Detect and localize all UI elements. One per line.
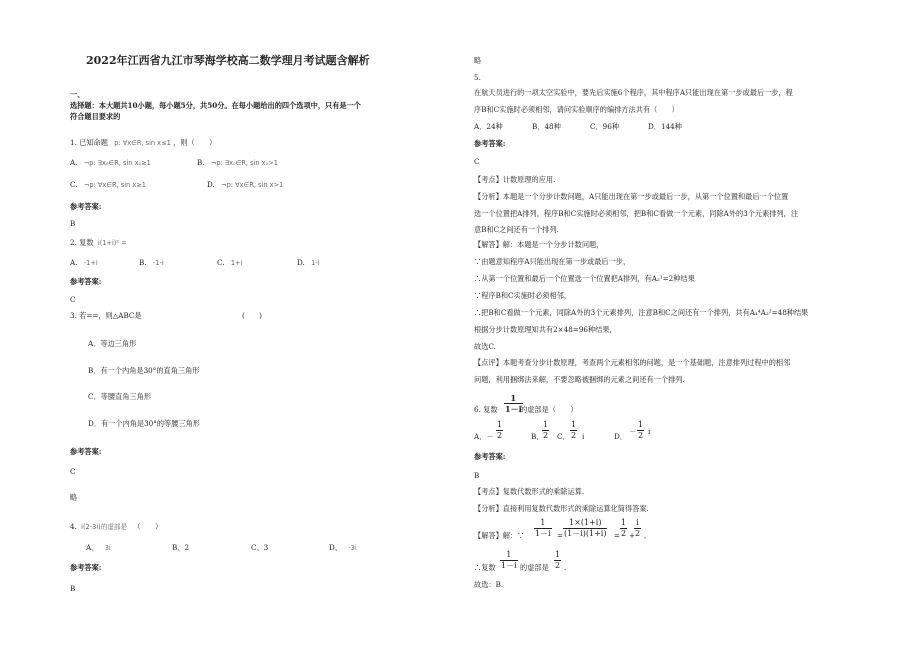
fraction-numerator: 1 bbox=[510, 393, 517, 403]
q6-option-d-suffix: i bbox=[648, 427, 651, 436]
fraction-numerator: 1 bbox=[638, 420, 644, 429]
q5-explain-line: ∴把B和C看做一个元素，同除A外的3个元素排列，注意B和C之间还有一个排列，共有A₄⁴A₂²=48种结果 bbox=[474, 308, 809, 317]
q6-explain-line: 【分析】直接利用复数代数形式的乘除运算化简得答案. bbox=[474, 504, 649, 513]
q5-stem-line1: 在航天员进行的一项太空实验中，要先后实施6个程序，其中程序A只能出现在第一步或最后一步，程 bbox=[474, 88, 793, 97]
q5-option-d: D．144种 bbox=[648, 122, 682, 131]
q6-option-c-suffix: i bbox=[582, 432, 585, 441]
fraction-denominator: 2 bbox=[635, 529, 641, 538]
q6-solve-fraction-3 bbox=[620, 519, 627, 538]
q3-answer: C bbox=[70, 467, 76, 476]
q4-option-a bbox=[86, 543, 111, 553]
q6-conclusion-prefix: ∴复数 bbox=[474, 563, 496, 572]
section-heading: 一、 bbox=[70, 90, 85, 99]
q2-option-b-label: B. bbox=[139, 258, 147, 267]
fraction-denominator: 2 bbox=[638, 431, 644, 440]
q6-solve-fraction-4 bbox=[634, 519, 641, 538]
q5-answer-label: 参考答案: bbox=[474, 139, 506, 148]
q6-stem-suffix: 的虚部是（ ） bbox=[520, 405, 578, 414]
fraction-denominator: 1－i bbox=[505, 404, 522, 414]
q4-answer-label: 参考答案: bbox=[70, 563, 102, 572]
q5-option-c: C．96种 bbox=[590, 122, 620, 131]
q1-answer: B bbox=[70, 219, 76, 228]
q1-option-d-label: D. bbox=[207, 180, 215, 189]
q5-explain-line: 【考点】计数原理的应用. bbox=[474, 175, 556, 184]
q1-option-d bbox=[207, 180, 283, 190]
fraction-numerator: 1 bbox=[497, 420, 503, 429]
fraction-denominator: 2 bbox=[555, 561, 561, 570]
q1-option-b-math: ¬p: ∃x₀∈R, sin x₀>1 bbox=[210, 159, 278, 167]
q6-conclusion-fraction bbox=[500, 551, 518, 570]
q6-option-a-fraction bbox=[496, 421, 503, 440]
q3-paren: ( ) bbox=[242, 311, 262, 320]
q5-explain-line: ∵程序B和C实施时必须相邻， bbox=[474, 291, 572, 300]
q2-option-d-math: 1-i bbox=[311, 259, 320, 267]
fraction-numerator: i bbox=[636, 518, 639, 527]
document-title: 2022年江西省九江市琴海学校高二数学理月考试题含解析 bbox=[86, 54, 370, 67]
fraction-numerator: 1×(1+i) bbox=[569, 518, 602, 527]
q5-explain-line: 【分析】本题是一个分步计数问题，A只能出现在第一步或最后一步，从第一个位置和最后一个位置 bbox=[474, 192, 789, 201]
fraction-numerator: 1 bbox=[506, 550, 512, 559]
q6-option-a-label: A．－ bbox=[474, 432, 494, 441]
q1-stem bbox=[70, 138, 216, 148]
q1-option-c-label: C. bbox=[70, 180, 78, 189]
q5-explain-line: 【点评】本题考查分步计数原理，考查两个元素相邻的问题，是一个基础题，注意排列过程中的相邻 bbox=[474, 358, 791, 367]
fraction-denominator: 2 bbox=[571, 431, 577, 440]
q5-explain-line: 选一个位置把A排列，程序B和C实施时必须相邻，把B和C看做一个元素，同除A外的3个元素排列，注 bbox=[474, 209, 799, 218]
q2-option-a-math: -1+i bbox=[83, 259, 98, 267]
q1-option-a-math: ¬p: ∃x₀∈R, sin x₀≥1 bbox=[83, 159, 151, 167]
q6-solve-eq2: = bbox=[614, 531, 621, 540]
fraction-denominator: 1－i bbox=[501, 561, 517, 570]
q4-number: 4. bbox=[70, 522, 77, 531]
q2-option-d-label: D. bbox=[297, 258, 305, 267]
q5-number: 5. bbox=[474, 73, 481, 82]
q1-option-a-label: A. bbox=[70, 158, 78, 167]
q1-option-b bbox=[197, 158, 278, 168]
q4-stem-math: i(2-3i)的虚部是 bbox=[81, 523, 128, 531]
q3-answer-label: 参考答案: bbox=[70, 447, 102, 456]
q5-explain-line: ∴从第一个位置和最后一个位置选一个位置把A排列，有A₂¹=2种结果 bbox=[474, 274, 695, 283]
q6-final: 故选：B. bbox=[474, 580, 504, 589]
q6-solve-fraction-1 bbox=[534, 519, 552, 538]
q4-option-d bbox=[329, 543, 357, 553]
q2-option-a-label: A. bbox=[70, 258, 78, 267]
q3-option-a: A．等边三角形 bbox=[88, 339, 137, 348]
fraction-denominator: 1－i bbox=[535, 529, 551, 538]
q4-option-a-label: A、 bbox=[86, 543, 99, 552]
q1-option-d-math: ¬p: ∀x∈R, sin x>1 bbox=[221, 181, 284, 189]
q5-answer: C bbox=[474, 157, 480, 166]
q1-option-a bbox=[70, 158, 151, 168]
q2-stem-math: i(1+i)² = bbox=[97, 239, 127, 247]
q5-explain-line: 【解答】解：本题是一个分步计数问题， bbox=[474, 240, 604, 249]
q4-option-a-math: 3i bbox=[104, 544, 111, 552]
q4-option-c: C、3 bbox=[251, 543, 269, 552]
q1-option-c-math: ¬p: ∀x∈R, sin x≥1 bbox=[83, 181, 146, 189]
q6-solve-eq1: = bbox=[557, 531, 564, 540]
q6-option-d-prefix: － bbox=[629, 427, 637, 436]
q2-option-c-math: 1+i bbox=[230, 259, 243, 267]
q5-explain-line: 故选C. bbox=[474, 342, 496, 351]
q2-option-b bbox=[139, 258, 164, 268]
q5-explain-line: 问题，利用捆绑法来解，不要忽略被捆绑的元素之间还有一个排列. bbox=[474, 375, 685, 384]
q6-conclusion-middle: 的虚部是 bbox=[520, 563, 549, 572]
q5-stem-line2: 序B和C实施时必须相邻，请问实验顺序的编排方法共有（ ） bbox=[474, 105, 679, 114]
q6-option-c-label: C． bbox=[557, 432, 570, 441]
q6-answer-label: 参考答案: bbox=[474, 452, 506, 461]
q6-option-d-fraction bbox=[637, 421, 644, 440]
q6-answer: B bbox=[474, 471, 480, 480]
q2-stem bbox=[70, 238, 127, 248]
q3-option-c: C．等腰直角三角形 bbox=[88, 392, 152, 401]
q1-option-c bbox=[70, 180, 146, 190]
q6-option-b-label: B． bbox=[531, 432, 544, 441]
fraction-denominator: 2 bbox=[497, 431, 503, 440]
q2-option-c-label: C. bbox=[217, 258, 225, 267]
q4-option-d-label: D、 bbox=[329, 543, 342, 552]
q2-option-c bbox=[217, 258, 242, 268]
q6-solve-fraction-2 bbox=[563, 519, 607, 538]
fraction-numerator: 1 bbox=[555, 550, 561, 559]
q6-solve-end: , bbox=[644, 531, 647, 540]
q4-option-d-math: -3i bbox=[348, 544, 357, 552]
q6-stem-prefix: 6. 复数 bbox=[474, 405, 498, 414]
fraction-denominator: 2 bbox=[543, 431, 549, 440]
q1-stem-suffix: ，则（ ） bbox=[173, 138, 217, 147]
q2-option-d bbox=[297, 258, 320, 268]
q1-stem-math: p: ∀x∈R, sin x≤1 bbox=[114, 139, 171, 147]
q6-conclusion-result-fraction bbox=[554, 551, 561, 570]
q2-option-a bbox=[70, 258, 98, 268]
top-note: 略 bbox=[474, 56, 482, 65]
q1-option-b-label: B. bbox=[197, 158, 205, 167]
q4-stem bbox=[70, 522, 162, 532]
q1-stem-text: 1. 已知命题 bbox=[70, 138, 108, 147]
fraction-denominator: (1－i)(1+i) bbox=[564, 529, 607, 538]
q5-explain-line: 意B和C之间还有一个排列. bbox=[474, 225, 559, 234]
q6-solve-label: 【解答】解：∵ bbox=[474, 531, 525, 540]
q2-option-b-math: -1-i bbox=[152, 259, 164, 267]
q3-note: 略 bbox=[70, 493, 78, 502]
q5-option-b: B．48种 bbox=[532, 122, 561, 131]
section-intro-line2: 符合题目要求的 bbox=[70, 112, 121, 121]
q5-explain-line: 根据分步计数原理知共有2×48=96种结果， bbox=[474, 325, 617, 334]
q3-option-b: B．有一个内角是30°的直角三角形 bbox=[88, 366, 200, 375]
q5-explain-line: ∵由题意知程序A只能出现在第一步或最后一步， bbox=[474, 257, 631, 266]
fraction-numerator: 1 bbox=[540, 518, 546, 527]
q3-option-d: D．有一个内角是30°的等腰三角形 bbox=[88, 419, 200, 428]
q6-option-d-label: D． bbox=[614, 432, 627, 441]
q4-option-b: B、2 bbox=[172, 543, 190, 552]
q6-option-b-fraction bbox=[542, 421, 549, 440]
q6-conclusion-end: . bbox=[564, 563, 567, 572]
q6-explain-line: 【考点】复数代数形式的乘除运算. bbox=[474, 487, 585, 496]
q2-stem-text: 2. 复数 bbox=[70, 238, 94, 247]
q2-answer-label: 参考答案: bbox=[70, 277, 102, 286]
q2-answer: C bbox=[70, 295, 76, 304]
section-intro-line1: 选择题：本大题共10小题，每小题5分，共50分。在每小题给出的四个选项中，只有是一个 bbox=[70, 101, 361, 110]
q4-paren: （ ） bbox=[133, 522, 163, 531]
q4-answer: B bbox=[70, 584, 76, 593]
fraction-numerator: 1 bbox=[543, 420, 549, 429]
q6-option-c-fraction bbox=[570, 421, 577, 440]
q3-stem: 3. 若==，则△ABC是 bbox=[70, 311, 142, 320]
q1-answer-label: 参考答案: bbox=[70, 202, 102, 211]
fraction-denominator: 2 bbox=[621, 529, 627, 538]
q5-option-a: A．24种 bbox=[474, 122, 503, 131]
fraction-numerator: 1 bbox=[571, 420, 577, 429]
fraction-numerator: 1 bbox=[621, 518, 627, 527]
q6-solve-plus: + bbox=[629, 531, 636, 540]
